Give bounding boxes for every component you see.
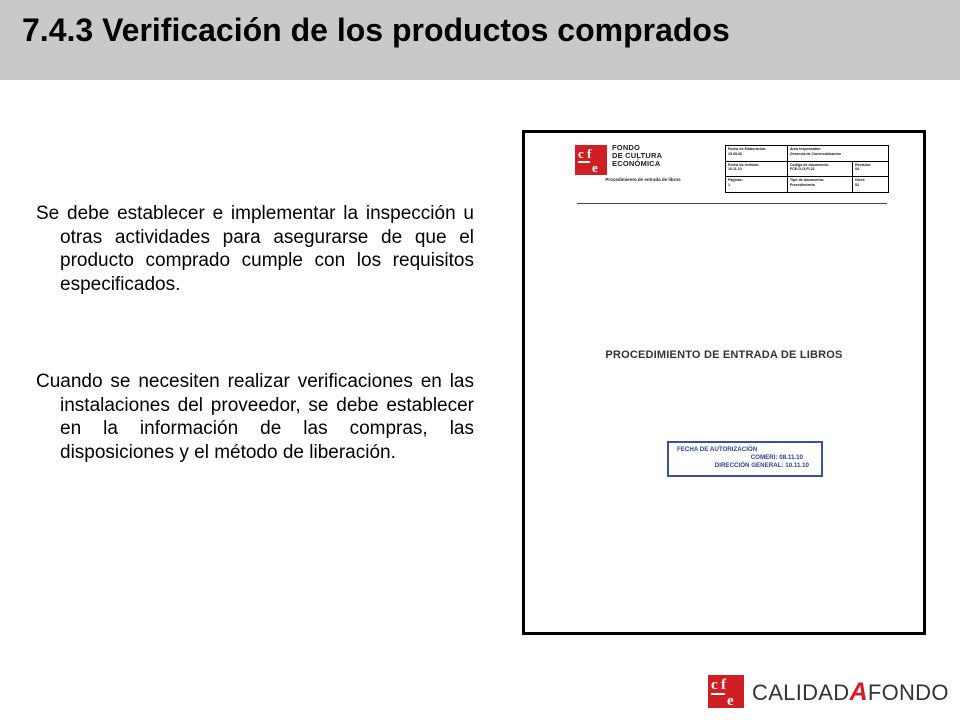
meta-cell: Código de documento: FCE-G-G-FI-21 xyxy=(787,161,852,177)
svg-text:e: e xyxy=(727,693,734,708)
org-name: FONDO DE CULTURA ECONÓMICA xyxy=(612,143,663,168)
authorization-comeri: COMERI: 08.11.10 xyxy=(750,454,803,461)
meta-cell: Fecha de revisión: 10.11.10 xyxy=(726,161,788,177)
brand-mark: A xyxy=(849,678,868,706)
authorization-title: FECHA DE AUTORIZACIÓN xyxy=(677,446,758,453)
brand-left: CALIDAD xyxy=(752,680,850,705)
header-divider xyxy=(577,203,887,204)
svg-text:f: f xyxy=(721,677,726,693)
paragraph-supplier-verification: Cuando se necesiten realizar verificaciones en las instalaciones del proveedor, se debe establecer en la información de las compras, las disposiciones y el método de liberación. xyxy=(36,371,474,463)
paragraph-inspection: Se debe establecer e implementar la inspección u otras actividades para asegurarse de que el producto comprado cumple con los requisitos especificados. xyxy=(36,203,474,295)
meta-cell: Fecha de Elaboración: 15.08.06 xyxy=(726,146,788,162)
brand-right: FONDO xyxy=(867,680,949,705)
fce-footer-logo-icon xyxy=(708,675,744,708)
title-bar xyxy=(0,0,960,80)
meta-cell: Nivel: 02 xyxy=(853,177,889,193)
svg-text:e: e xyxy=(592,160,598,175)
document-metadata-table xyxy=(725,145,889,193)
footer-brand xyxy=(752,680,949,706)
svg-text:c: c xyxy=(711,677,718,693)
fce-logo-icon xyxy=(575,145,607,175)
meta-cell: Revisión: 04 xyxy=(853,161,889,177)
meta-cell: Tipo de documento: Procedimiento xyxy=(787,177,852,193)
meta-cell: Páginas: 1 xyxy=(726,177,788,193)
slide-title: 7.4.3 Verificación de los productos comprados xyxy=(22,12,730,48)
authorization-box xyxy=(667,441,823,477)
svg-text:f: f xyxy=(587,146,592,161)
meta-cell: Área responsable: Gerencia de Comercialización xyxy=(787,146,888,162)
document-preview xyxy=(522,130,926,635)
svg-text:c: c xyxy=(578,146,584,161)
procedure-caption: Procedimiento de entrada de libros xyxy=(605,177,681,182)
document-heading: PROCEDIMIENTO DE ENTRADA DE LIBROS xyxy=(605,349,843,361)
authorization-direccion: DIRECCIÓN GENERAL: 10.11.10 xyxy=(714,462,809,469)
